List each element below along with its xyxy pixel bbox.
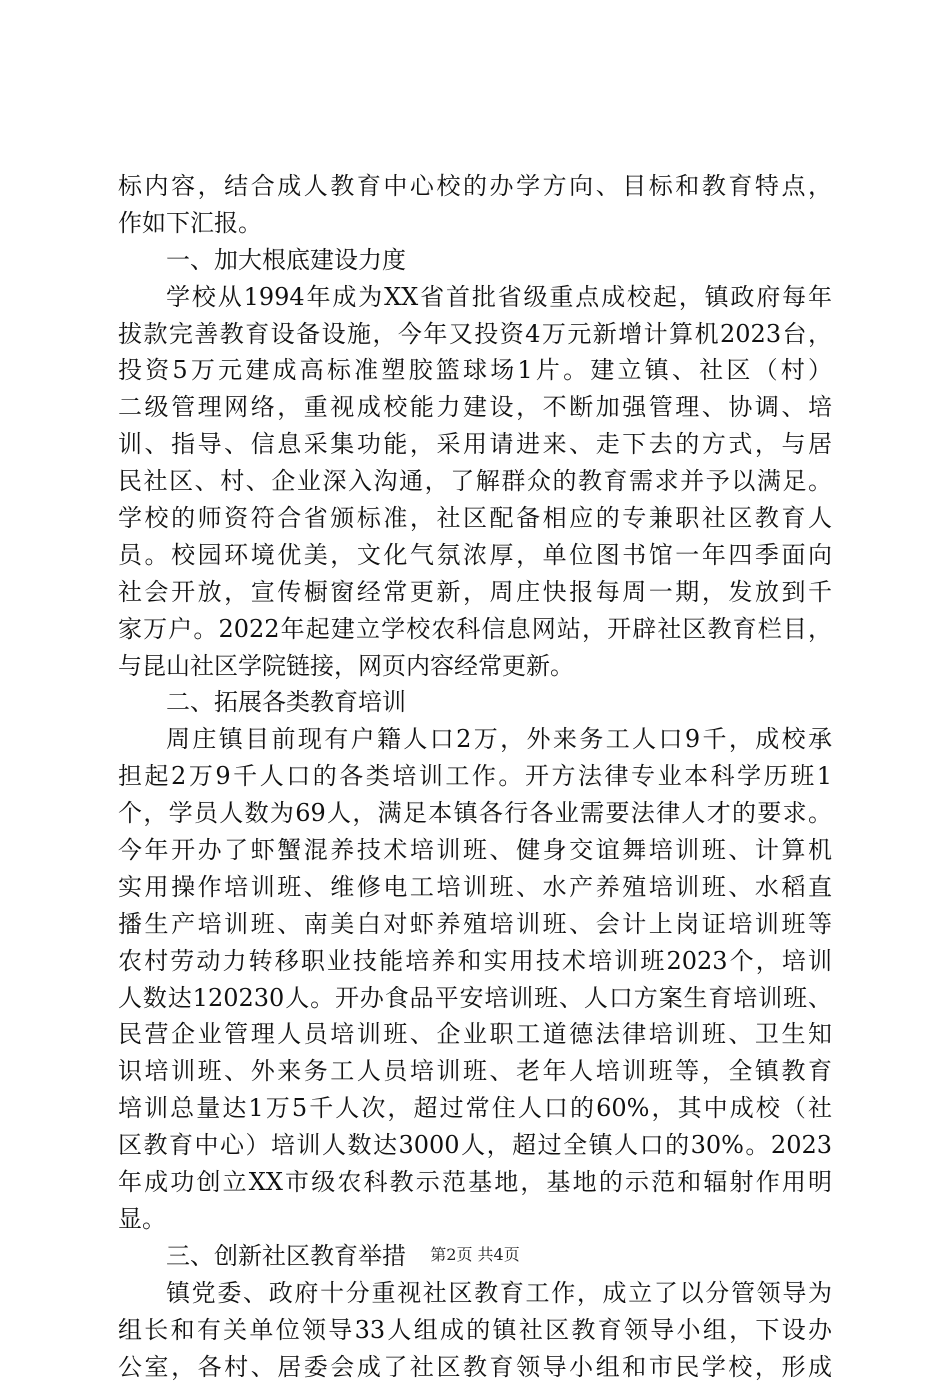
- text-line-17: 担起2万9千人口的各类培训工作。开方法律专业本科学历班1: [118, 758, 832, 795]
- section-heading-3: 三、创新社区教育举措: [118, 1238, 832, 1275]
- text-line-10: 学校的师资符合省颁标准，社区配备相应的专兼职社区教育人: [118, 500, 832, 537]
- text-line-1: 标内容，结合成人教育中心校的办学方向、目标和教育特点，: [118, 168, 832, 205]
- text-line-8: 训、指导、信息采集功能，采用请进来、走下去的方式，与居: [118, 426, 832, 463]
- text-line-19: 今年开办了虾蟹混养技术培训班、健身交谊舞培训班、计算机: [118, 832, 832, 869]
- text-line-2: 作如下汇报。: [118, 205, 832, 242]
- text-line-9: 民社区、村、企业深入沟通，了解群众的教育需求并予以满足。: [118, 463, 832, 500]
- text-line-33: 公室，各村、居委会成了社区教育领导小组和市民学校，形成: [118, 1349, 832, 1385]
- text-line-6: 投资5万元建成高标准塑胶篮球场1片。建立镇、社区（村）: [118, 352, 832, 389]
- text-line-26: 培训总量达1万5千人次，超过常住人口的60%，其中成校（社: [118, 1090, 832, 1127]
- page-footer: 第2页 共4页: [0, 1244, 950, 1266]
- text-line-5: 拔款完善教育设备设施，今年又投资4万元新增计算机2023台，: [118, 316, 832, 353]
- text-line-23: 人数达120230人。开办食品平安培训班、人口方案生育培训班、: [118, 980, 832, 1017]
- text-line-7: 二级管理网络，重视成校能力建设，不断加强管理、协调、培: [118, 389, 832, 426]
- text-line-21: 播生产培训班、南美白对虾养殖培训班、会计上岗证培训班等: [118, 906, 832, 943]
- text-line-27: 区教育中心）培训人数达3000人，超过全镇人口的30%。2023: [118, 1127, 832, 1164]
- text-line-28: 年成功创立XX市级农科教示范基地，基地的示范和辐射作用明: [118, 1164, 832, 1201]
- text-line-13: 家万户。2022年起建立学校农科信息网站，开辟社区教育栏目，: [118, 611, 832, 648]
- text-line-29: 显。: [118, 1201, 832, 1238]
- document-body: [118, 168, 832, 1385]
- text-line-24: 民营企业管理人员培训班、企业职工道德法律培训班、卫生知: [118, 1016, 832, 1053]
- text-line-25: 识培训班、外来务工人员培训班、老年人培训班等，全镇教育: [118, 1053, 832, 1090]
- text-line-4: 学校从1994年成为XX省首批省级重点成校起，镇政府每年: [118, 279, 832, 316]
- section-heading-1: 一、加大根底建设力度: [118, 242, 832, 279]
- text-line-32: 组长和有关单位领导33人组成的镇社区教育领导小组，下设办: [118, 1312, 832, 1349]
- text-line-12: 社会开放，宣传橱窗经常更新，周庄快报每周一期，发放到千: [118, 574, 832, 611]
- text-line-11: 员。校园环境优美，文化气氛浓厚，单位图书馆一年四季面向: [118, 537, 832, 574]
- text-line-18: 个，学员人数为69人，满足本镇各行各业需要法律人才的要求。: [118, 795, 832, 832]
- text-line-16: 周庄镇目前现有户籍人口2万，外来务工人口9千，成校承: [118, 721, 832, 758]
- text-line-22: 农村劳动力转移职业技能培养和实用技术培训班2023个，培训: [118, 943, 832, 980]
- section-heading-2: 二、拓展各类教育培训: [118, 684, 832, 721]
- text-line-20: 实用操作培训班、维修电工培训班、水产养殖培训班、水稻直: [118, 869, 832, 906]
- text-line-31: 镇党委、政府十分重视社区教育工作，成立了以分管领导为: [118, 1275, 832, 1312]
- text-line-14: 与昆山社区学院链接，网页内容经常更新。: [118, 648, 832, 685]
